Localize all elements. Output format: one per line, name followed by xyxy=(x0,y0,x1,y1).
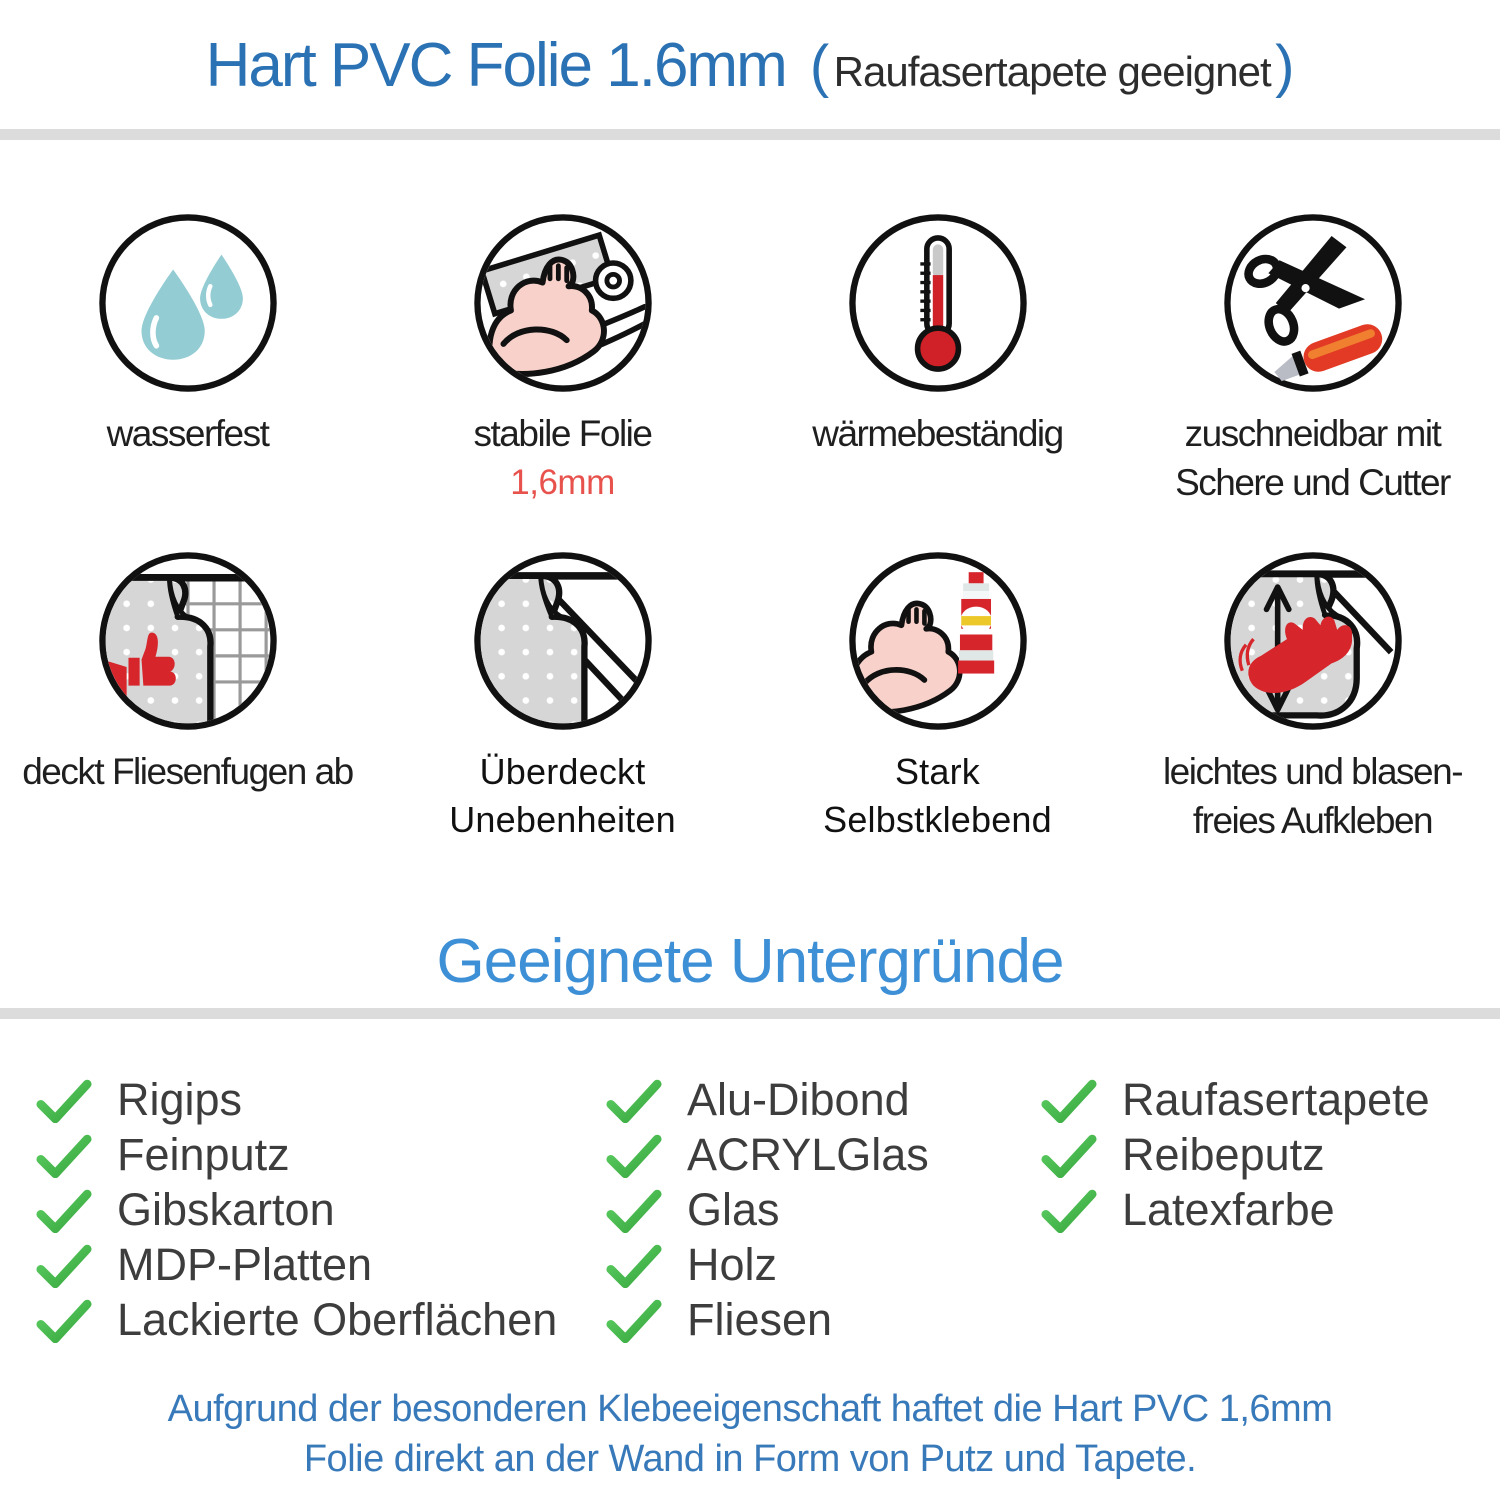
feature-label: leichtes und blasen- freies Aufkleben xyxy=(1162,751,1463,841)
title-subtitle: Raufasertapete geeignet xyxy=(833,48,1271,95)
divider-middle xyxy=(0,1008,1500,1019)
divider-top xyxy=(0,129,1500,140)
checkmark-icon xyxy=(1040,1187,1098,1233)
list-item: ACRYLGlas xyxy=(605,1127,1030,1182)
feature-label: zuschneidbar mit Schere und Cutter xyxy=(1175,413,1450,503)
checkmark-icon xyxy=(605,1077,663,1123)
checkmark-icon xyxy=(605,1297,663,1343)
list-item: Reibeputz xyxy=(1040,1127,1500,1182)
list-item: Raufasertapete xyxy=(1040,1072,1500,1127)
thumbs-up-tiles-icon xyxy=(95,548,281,734)
checkmark-icon xyxy=(605,1132,663,1178)
footer-line-1: Aufgrund der besonderen Klebeeigenschaft haftet die Hart PVC 1,6mm xyxy=(167,1388,1333,1430)
list-item: MDP-Platten xyxy=(35,1237,600,1292)
list-item: Fliesen xyxy=(605,1292,1030,1347)
checkmark-icon xyxy=(35,1242,93,1288)
scissors-cutter-icon xyxy=(1220,210,1406,396)
list-item: Gibskarton xyxy=(35,1182,600,1237)
substrate-checklist xyxy=(0,1072,1500,1347)
checkmark-icon xyxy=(605,1187,663,1233)
title-main: Hart PVC Folie 1.6mm xyxy=(205,31,786,100)
feature-covers-unevenness xyxy=(375,548,750,846)
substrate-column-2 xyxy=(600,1072,1030,1347)
muscle-foil-icon xyxy=(470,210,656,396)
thermometer-icon xyxy=(845,210,1031,396)
feature-label: wärmebeständig xyxy=(812,413,1063,454)
water-drops-icon xyxy=(95,210,281,396)
footer-line-2: Folie direkt an der Wand in Form von Putz und Tapete. xyxy=(303,1438,1197,1481)
checkmark-icon xyxy=(1040,1077,1098,1123)
feature-label: stabile Folie xyxy=(473,413,652,454)
checkmark-icon xyxy=(35,1077,93,1123)
checkmark-icon xyxy=(605,1242,663,1288)
footer-note xyxy=(0,1384,1500,1484)
feature-label: deckt Fliesenfugen ab xyxy=(22,751,353,792)
list-item: Glas xyxy=(605,1182,1030,1237)
page-title xyxy=(0,30,1500,101)
feature-label: Überdeckt Unebenheiten xyxy=(449,751,676,840)
glue-tube xyxy=(958,572,994,673)
hand-smoothing-icon xyxy=(1220,548,1406,734)
checkmark-icon xyxy=(35,1132,93,1178)
checkmark-icon xyxy=(1040,1132,1098,1178)
feature-stable-film xyxy=(375,210,750,548)
checkmark-icon xyxy=(35,1297,93,1343)
list-item: Rigips xyxy=(35,1072,600,1127)
feature-bubble-free xyxy=(1125,548,1500,846)
title-paren-open: ( xyxy=(809,34,830,99)
checkmark-icon xyxy=(35,1187,93,1233)
substrate-column-1 xyxy=(0,1072,600,1347)
feature-thickness-value: 1,6mm xyxy=(510,462,615,502)
list-item: Lackierte Oberflächen xyxy=(35,1292,600,1347)
feature-covers-tile-joints xyxy=(0,548,375,846)
list-item: Latexfarbe xyxy=(1040,1182,1500,1237)
muscle-glue-icon xyxy=(845,548,1031,734)
foil-curl-icon xyxy=(470,548,656,734)
feature-grid xyxy=(0,210,1500,846)
substrate-column-3 xyxy=(1030,1072,1500,1347)
substrates-title: Geeignete Untergründe xyxy=(436,927,1064,996)
list-item: Holz xyxy=(605,1237,1030,1292)
feature-waterproof xyxy=(0,210,375,548)
title-paren-close: ) xyxy=(1275,34,1295,99)
list-item: Feinputz xyxy=(35,1127,600,1182)
feature-cuttable xyxy=(1125,210,1500,548)
feature-label: Stark Selbstklebend xyxy=(823,751,1052,840)
feature-label: wasserfest xyxy=(106,413,269,454)
list-item: Alu-Dibond xyxy=(605,1072,1030,1127)
feature-self-adhesive xyxy=(750,548,1125,846)
feature-heat-resistant xyxy=(750,210,1125,548)
